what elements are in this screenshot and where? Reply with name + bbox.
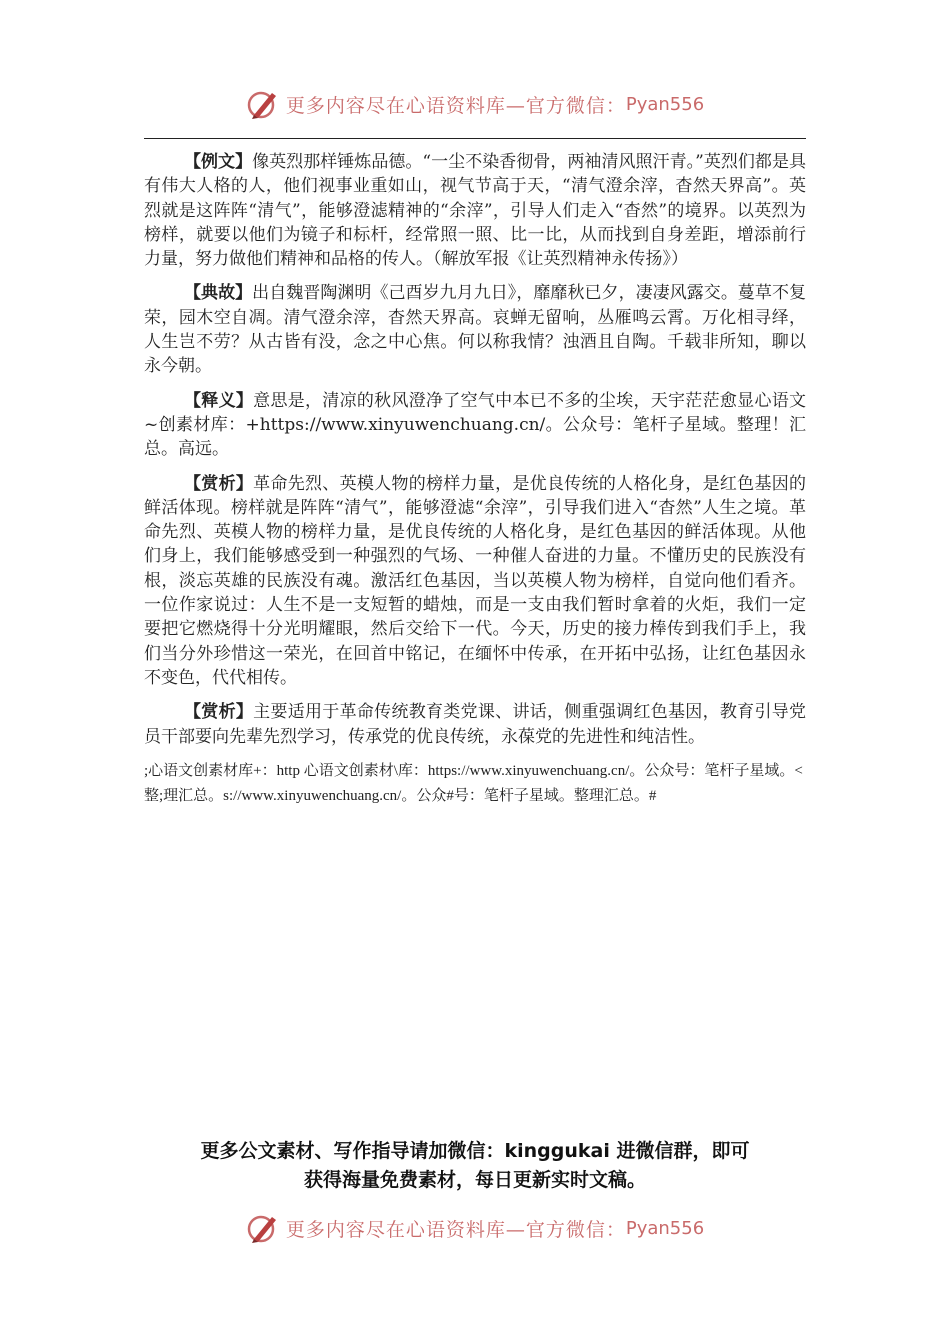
pen-logo-icon [246, 1211, 280, 1245]
paragraph-meaning [144, 389, 806, 462]
watermark-wechat: Pyan556 [625, 93, 705, 115]
paragraph-text: 像英烈那样锤炼品德。“一尘不染香彻骨，两袖清风照汗青。”英烈们都是具有伟大人格的人，他们视事业重如山，视气节高于天，“清气澄余滓，杳然天界高”。英烈就是这阵阵“清气”，能够澄滤精神的“余滓”，引导人们走入“杳然”的境界。以英烈为榜样，就要以他们为镜子和标杆，经常照一照、比一比，从而找到自身差距，增添前行力量，努力做他们精神和品格的传人。（解放军报《让英烈精神永传扬》） [144, 152, 806, 270]
paragraph-text: 主要适用于革命传统教育类党课、讲话，侧重强调红色基因，教育引导党员干部要向先辈先烈学习，传承党的优良传统，永葆党的先进性和纯洁性。 [144, 702, 807, 747]
article-body [144, 150, 806, 809]
paragraph-tag: 【典故】 [184, 283, 253, 304]
paragraph-tag: 【赏析】 [184, 473, 254, 494]
header-rule [144, 138, 806, 139]
paragraph-analysis [144, 472, 806, 691]
paragraph-text: 革命先烈、英模人物的榜样力量，是优良传统的人格化身，是红色基因的鲜活体现。榜样就是阵阵“清气”，能够澄滤“余滓”，引导我们进入“杳然”人生之境。革命先烈、英模人物的榜样力量，是优良传统的人格化身，是红色基因的鲜活体现。从他们身上，我们能够感受到一种强烈的气场、一种催人奋进的力量。不懂历史的民族没有根，淡忘英雄的民族没有魂。激活红色基因，当以英模人物为榜样，自觉向他们看齐。一位作家说过：人生不是一支短暂的蜡烛，而是一支由我们暂时拿着的火炬，我们一定要把它燃烧得十分光明耀眼，然后交给下一代。今天，历史的接力棒传到我们手上，我们当分外珍惜这一荣光，在回首中铭记，在缅怀中传承，在开拓中弘扬，让红色基因永不变色，代代相传。 [144, 473, 807, 688]
paragraph-allusion [144, 281, 806, 378]
paragraph-tag: 【例文】 [184, 152, 253, 172]
watermark-text: 更多内容尽在心语资料库—官方微信： [285, 1218, 626, 1241]
paragraph-text: 意思是，清凉的秋风澄净了空气中本已不多的尘埃，天宇茫茫愈显心语文~创素材库：+https://www.xinyuwenchuang.cn/。公众号：笔杆子星域。整理！汇总。高远。 [144, 390, 807, 460]
watermark-wechat: Pyan556 [625, 1217, 705, 1239]
paragraph-usage [144, 700, 806, 749]
promo-line-1: 更多公文素材、写作指导请加微信：kinggukai 进微信群，即可 [200, 1140, 750, 1162]
footer-watermark [0, 1208, 950, 1248]
paragraph-tag: 【赏析】 [184, 702, 254, 723]
pen-logo-icon [246, 87, 280, 121]
paragraph-tag: 【释义】 [184, 390, 254, 411]
paragraph-text: 出自魏晋陶渊明《己酉岁九月九日》，靡靡秋已夕，凄凄风露交。蔓草不复荣，园木空自凋。清气澄余滓，杳然天界高。哀蝉无留响，丛雁鸣云霄。万化相寻绎，人生岂不劳？从古皆有没，念之中心焦。何以称我情？浊酒且自陶。千载非所知，聊以永今朝。 [144, 283, 807, 377]
source-line: ;心语文创素材库+：http 心语文创素材\库：https://www.xinyuwenchuang.cn/。公众号：笔杆子星域。<整;理汇总。s://www.xinyuwenchuang.cn/。公众#号：笔杆子星域。整理汇总。# [144, 762, 803, 804]
promo-line-2: 获得海量免费素材，每日更新实时文稿。 [303, 1169, 646, 1191]
watermark-text: 更多内容尽在心语资料库—官方微信： [285, 94, 626, 117]
header-watermark [0, 84, 950, 124]
promo-notice [144, 1137, 806, 1195]
paragraph-example [144, 150, 806, 271]
